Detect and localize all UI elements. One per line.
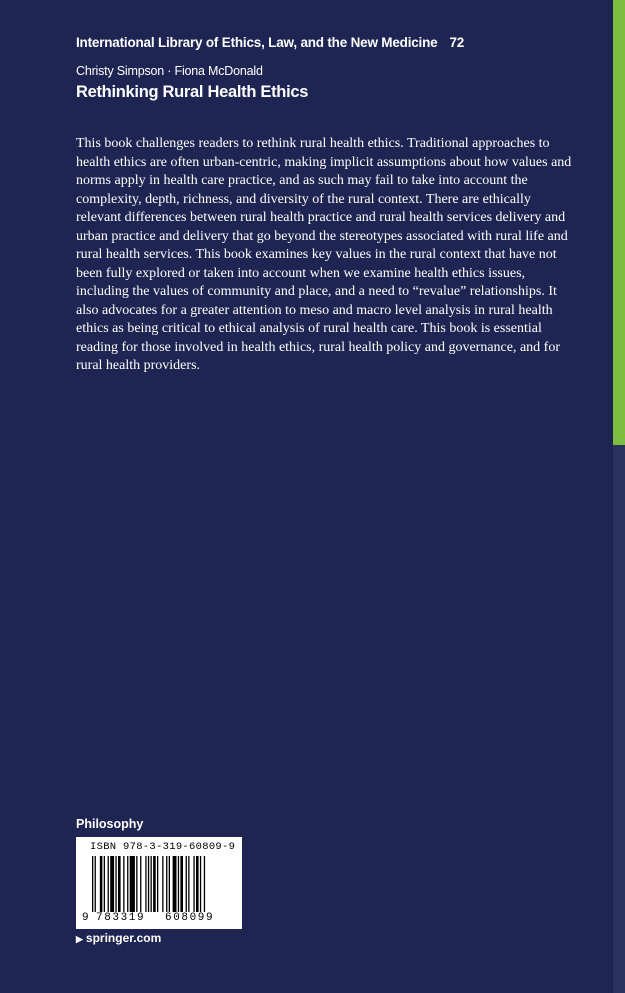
- authors: Christy Simpson · Fiona McDonald: [76, 64, 263, 78]
- barcode-digits-right: 608099: [165, 912, 215, 924]
- series-line: [76, 35, 464, 50]
- series-name: International Library of Ethics, Law, and the New Medicine: [76, 35, 438, 50]
- publisher-website[interactable]: [76, 931, 161, 945]
- barcode-digit-first: 9: [82, 912, 89, 924]
- barcode-digits-left: 783319: [96, 912, 146, 924]
- book-description: This book challenges readers to rethink rural health ethics. Traditional approaches to health ethics are often urban-centric, making implicit assumptions about how values and norms apply in health care practice, and as such may fail to take into account the complexity, depth, richness, and diversity of the rural context. There are ethically relevant differences between rural health practice and rural health services delivery and urban practice and delivery that go beyond the stereotypes associated with rural life and rural health services. This book examines key values in the rural context that have not been fully explored or taken into account when we examine health ethics issues, including the values of community and place, and a need to “revalue” relationships. It also advocates for a greater attention to meso and macro level analysis in rural health ethics as being critical to ethical analysis of rural health care. This book is essential reading for those involved in health ethics, rural health policy and governance, and for rural health providers.: [76, 136, 572, 373]
- series-number: 72: [449, 35, 465, 50]
- triangle-right-icon: ▶: [76, 934, 83, 944]
- barcode-bars: [82, 856, 236, 912]
- website-label: springer.com: [85, 931, 162, 945]
- isbn-label: ISBN 978-3-319-60809-9: [90, 841, 236, 853]
- subject-category: Philosophy: [76, 817, 144, 831]
- book-title: Rethinking Rural Health Ethics: [76, 83, 309, 101]
- isbn-barcode: [76, 837, 242, 929]
- spine-accent-strip: [613, 0, 625, 445]
